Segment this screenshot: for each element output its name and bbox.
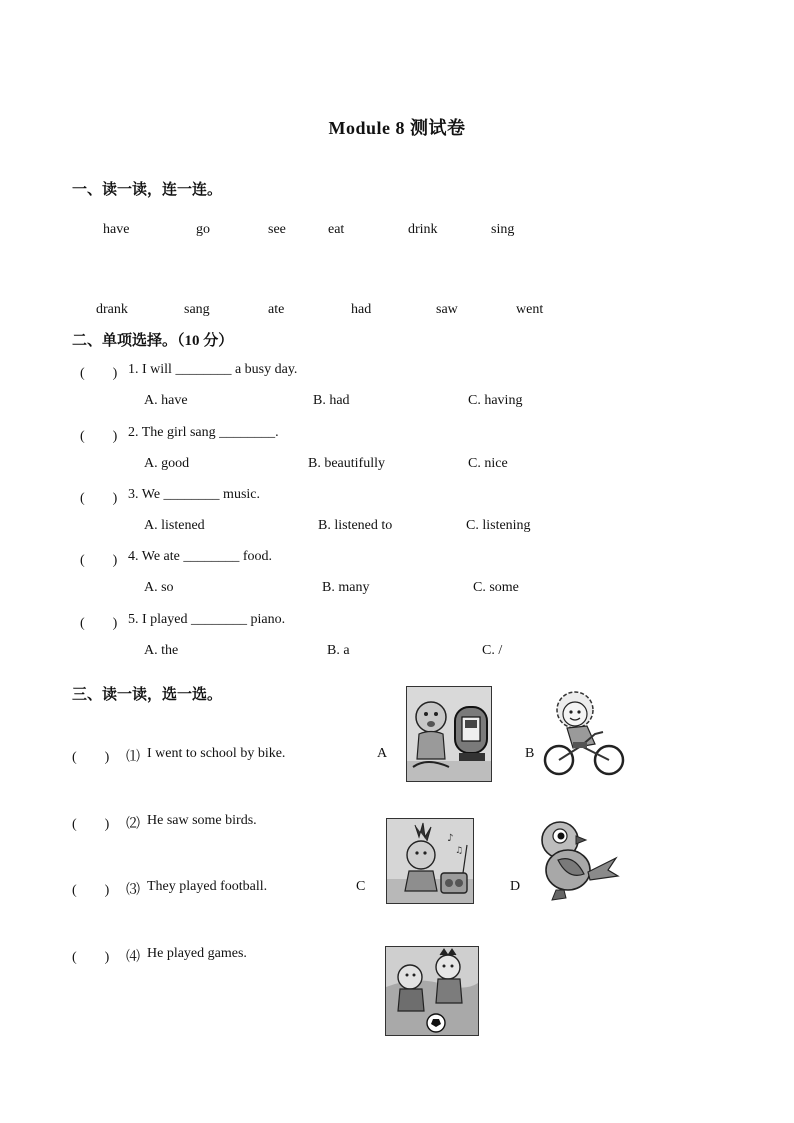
match-word-top[interactable]: go [196,222,210,237]
child-riding-bike-picture [543,686,627,782]
option-c: C. some [473,580,519,595]
svg-text:♪: ♪ [447,833,454,844]
section2-heading: 二、单项选择。（10 分） [72,333,234,349]
answer-blank[interactable]: ( ) [72,950,110,965]
picture-label-a: A [377,746,388,761]
answer-blank[interactable]: ( ) [72,750,110,765]
bird-picture [538,814,620,904]
match-word-bottom[interactable]: saw [436,302,458,317]
match-word-bottom[interactable]: sang [184,302,210,317]
answer-blank[interactable]: ( ) [80,616,118,631]
match-word-top[interactable]: eat [328,222,345,237]
option-c: C. having [468,393,523,408]
question-stem: 5. I played ________ piano. [128,612,286,627]
answer-blank[interactable]: ( ) [72,817,110,832]
option-b: B. had [313,393,350,408]
section3-heading: 三、读一读，选一选。 [72,687,223,703]
match-word-top[interactable]: drink [408,222,438,237]
option-c: C. nice [468,456,508,471]
picture-label-c: C [356,879,366,894]
svg-text:♫: ♫ [455,846,464,856]
match-word-top[interactable]: see [268,222,286,237]
question-stem: 3. We ________ music. [128,487,260,502]
boy-playing-video-game-picture [406,686,492,782]
option-a: A. good [144,456,190,471]
option-b: B. beautifully [308,456,385,471]
match-word-bottom[interactable]: had [351,302,372,317]
item-number: ⑵ [126,817,140,832]
answer-blank[interactable]: ( ) [72,883,110,898]
answer-blank[interactable]: ( ) [80,491,118,506]
match-word-bottom[interactable]: went [516,302,544,317]
item-text: They played football. [147,879,268,894]
boy-listening-to-radio-picture [386,818,474,904]
question-stem: 4. We ate ________ food. [128,549,273,564]
item-number: ⑴ [126,750,140,765]
option-a: A. the [144,643,179,658]
item-number: ⑷ [126,950,140,965]
match-word-bottom[interactable]: drank [96,302,128,317]
option-a: A. have [144,393,188,408]
boys-playing-football-picture [385,946,479,1036]
item-text: He played games. [147,946,247,961]
option-b: B. listened to [318,518,393,533]
option-c: C. / [482,643,503,658]
answer-blank[interactable]: ( ) [80,429,118,444]
item-text: I went to school by bike. [147,746,286,761]
match-word-top[interactable]: have [103,222,130,237]
option-a: A. listened [144,518,205,533]
answer-blank[interactable]: ( ) [80,366,118,381]
option-a: A. so [144,580,174,595]
section1-heading: 一、读一读，连一连。 [72,182,223,198]
option-c: C. listening [466,518,531,533]
question-stem: 2. The girl sang ________. [128,425,279,440]
question-stem: 1. I will ________ a busy day. [128,362,298,377]
item-text: He saw some birds. [147,813,257,828]
picture-label-d: D [510,879,521,894]
item-number: ⑶ [126,883,140,898]
option-b: B. many [322,580,370,595]
match-word-top[interactable]: sing [491,222,515,237]
option-b: B. a [327,643,350,658]
picture-label-b: B [525,746,535,761]
answer-blank[interactable]: ( ) [80,553,118,568]
page-title: Module 8 测试卷 [328,118,466,138]
match-word-bottom[interactable]: ate [268,302,285,317]
